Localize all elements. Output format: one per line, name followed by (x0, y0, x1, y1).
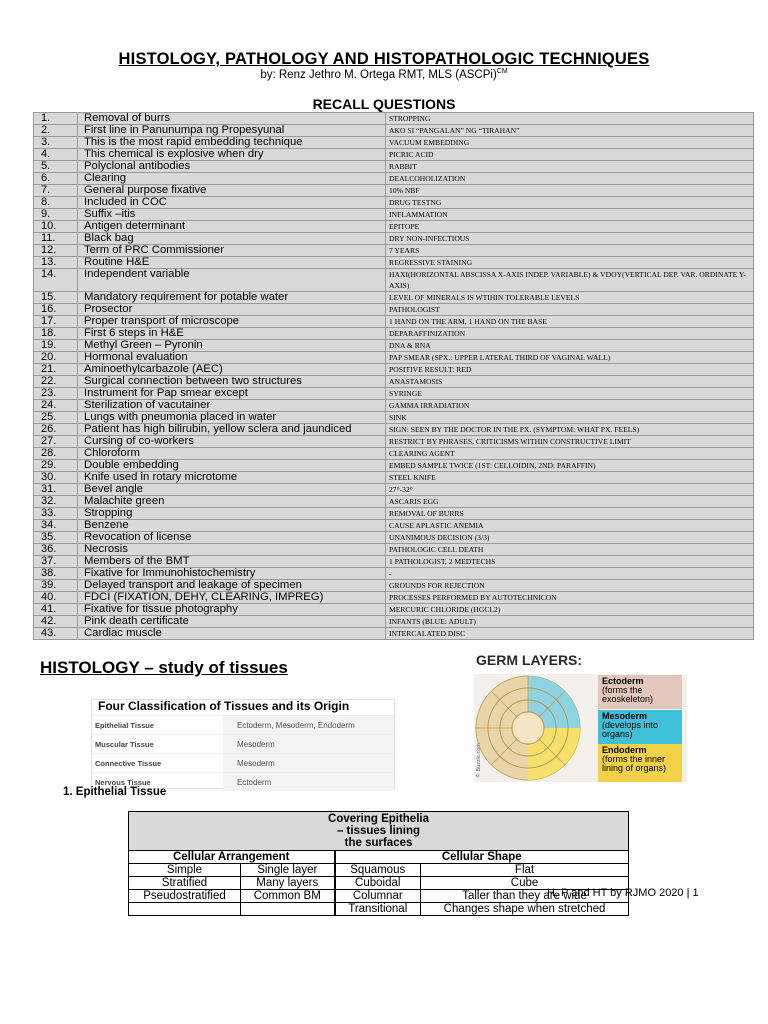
question-text: Benzene (78, 520, 386, 532)
table-row (34, 149, 754, 161)
answer-text: INFLAMMATION (386, 209, 754, 221)
question-number: 28. (34, 448, 78, 460)
question-text: Bevel angle (78, 484, 386, 496)
section-heading-recall: RECALL QUESTIONS (312, 96, 456, 112)
answer-text: INFANTS (BLUE: ADULT) (386, 616, 754, 628)
table-row (34, 544, 754, 556)
classification-row (92, 734, 394, 753)
answer-text: INTERCALATED DISC (386, 628, 754, 640)
question-number: 39. (34, 580, 78, 592)
tissue-name: Muscular Tissue (95, 739, 154, 749)
question-text: Fixative for tissue photography (78, 604, 386, 616)
epithelia-cell: Cube (421, 877, 629, 890)
table-row (34, 412, 754, 424)
question-number: 33. (34, 508, 78, 520)
answer-text: PAP SMEAR (SPX.: UPPER LATERAL THIRD OF VAGINAL WALL) (386, 352, 754, 364)
answer-text: DEPARAFFINIZATION (386, 328, 754, 340)
epithelia-cell: Pseudostratified (129, 890, 241, 903)
tissue-name: Epithelial Tissue (95, 720, 155, 730)
table-row (34, 388, 754, 400)
epithelia-cell: Transitional (335, 903, 421, 916)
question-text: Pink death certificate (78, 616, 386, 628)
question-text: Revocation of license (78, 532, 386, 544)
question-number: 1. (34, 113, 78, 125)
table-row (34, 137, 754, 149)
tissue-name: Nervous Tissue (95, 777, 151, 787)
table-row (34, 448, 754, 460)
question-number: 38. (34, 568, 78, 580)
question-text: Routine H&E (78, 257, 386, 269)
epithelia-cell: Common BM (241, 890, 335, 903)
covering-epithelia-title: Covering Epithelia – tissues lining the surfaces (129, 812, 629, 851)
answer-text: 1 PATHOLOGIST, 2 MEDTECHS (386, 556, 754, 568)
question-text: Included in COC (78, 197, 386, 209)
covering-epithelia-table (128, 811, 629, 916)
table-row (34, 580, 754, 592)
answer-text: SINK (386, 412, 754, 424)
table-row (34, 113, 754, 125)
answer-text: CLEARING AGENT (386, 448, 754, 460)
question-number: 7. (34, 185, 78, 197)
tissue-classification-box (91, 699, 395, 789)
table-row (34, 209, 754, 221)
answer-text: PATHOLOGIC CELL DEATH (386, 544, 754, 556)
answer-text: STROPPING (386, 113, 754, 125)
question-number: 21. (34, 364, 78, 376)
answer-text: GROUNDS FOR REJECTION (386, 580, 754, 592)
classification-row (92, 753, 394, 772)
question-number: 4. (34, 149, 78, 161)
answer-text: RABBIT (386, 161, 754, 173)
table-row (34, 221, 754, 233)
table-row (34, 376, 754, 388)
answer-text: AKO SI “PANGALAN” NG “TIRAHAN” (386, 125, 754, 137)
table-row (34, 364, 754, 376)
question-text: Lungs with pneumonia placed in water (78, 412, 386, 424)
answer-text: EMBED SAMPLE TWICE (1ST: CELLOIDIN, 2ND: PARAFFIN) (386, 460, 754, 472)
shape-header: Cellular Shape (335, 851, 629, 864)
germ-layers-figure (474, 674, 687, 782)
table-row (34, 352, 754, 364)
answer-text: 27°-32° (386, 484, 754, 496)
question-text: Aminoethylcarbazole (AEC) (78, 364, 386, 376)
answer-text: CAUSE APLASTIC ANEMIA (386, 520, 754, 532)
question-number: 29. (34, 460, 78, 472)
question-text: This is the most rapid embedding technique (78, 137, 386, 149)
question-number: 35. (34, 532, 78, 544)
question-number: 5. (34, 161, 78, 173)
question-text: Patient has high bilirubin, yellow sclera and jaundiced (78, 424, 386, 436)
question-number: 9. (34, 209, 78, 221)
question-text: Sterilization of vacutainer (78, 400, 386, 412)
classification-row (92, 715, 394, 734)
table-row (34, 460, 754, 472)
table-row (34, 233, 754, 245)
question-number: 43. (34, 628, 78, 640)
question-text: First line in Panunumpa ng Propesyunal (78, 125, 386, 137)
question-number: 30. (34, 472, 78, 484)
table-row (129, 864, 629, 877)
endoderm-label: Endoderm (forms the inner lining of organs) (598, 744, 682, 782)
question-number: 25. (34, 412, 78, 424)
question-text: Delayed transport and leakage of specimen (78, 580, 386, 592)
answer-text: - (386, 568, 754, 580)
table-row (34, 628, 754, 640)
question-text: Methyl Green – Pyronin (78, 340, 386, 352)
answer-text: DRUG TESTNG (386, 197, 754, 209)
table-row (34, 556, 754, 568)
table-row (34, 616, 754, 628)
question-text: Instrument for Pap smear except (78, 388, 386, 400)
question-text: Proper transport of microscope (78, 316, 386, 328)
table-row (34, 173, 754, 185)
tissue-origin: Mesoderm (223, 735, 394, 753)
question-text: Knife used in rotary microtome (78, 472, 386, 484)
question-number: 40. (34, 592, 78, 604)
epithelia-cell (129, 903, 241, 916)
table-row (34, 496, 754, 508)
epithelia-cell: Columnar (335, 890, 421, 903)
question-text: Malachite green (78, 496, 386, 508)
table-row (34, 161, 754, 173)
question-text: Mandatory requirement for potable water (78, 292, 386, 304)
question-text: Independent variable (78, 269, 386, 292)
epithelia-cell (241, 903, 335, 916)
question-number: 41. (34, 604, 78, 616)
answer-text: UNANIMOUS DECISION (3/3) (386, 532, 754, 544)
epithelia-cell: Single layer (241, 864, 335, 877)
question-text: FDCI (FIXATION, DEHY, CLEARING, IMPREG) (78, 592, 386, 604)
answer-text: HAXI(HORIZONTAL ABSCISSA X-AXIS INDEP. VARIABLE) & VDOY(VERTICAL DEP. VAR. ORDINATE Y-AXIS) (386, 269, 754, 292)
question-text: Stropping (78, 508, 386, 520)
table-row (34, 436, 754, 448)
epithelia-cell: Changes shape when stretched (421, 903, 629, 916)
table-row (34, 304, 754, 316)
question-number: 8. (34, 197, 78, 209)
question-text: Term of PRC Commissioner (78, 245, 386, 257)
question-number: 24. (34, 400, 78, 412)
question-text: General purpose fixative (78, 185, 386, 197)
question-text: First 6 steps in H&E (78, 328, 386, 340)
answer-text: STEEL KNIFE (386, 472, 754, 484)
histology-heading: HISTOLOGY – study of tissues (40, 658, 288, 677)
recall-questions-table (33, 112, 754, 640)
question-number: 17. (34, 316, 78, 328)
question-number: 13. (34, 257, 78, 269)
answer-text: REMOVAL OF BURRS (386, 508, 754, 520)
question-number: 16. (34, 304, 78, 316)
question-text: Surgical connection between two structures (78, 376, 386, 388)
page-footer: H, P and HT by RJMO 2020 | 1 (547, 887, 699, 899)
answer-text: EPITOPE (386, 221, 754, 233)
ectoderm-label: Ectoderm (forms the exoskeleton) (598, 675, 682, 709)
epithelia-cell: Taller than they are wide (421, 890, 629, 903)
tissue-origin: Mesoderm (223, 754, 394, 772)
question-text: Antigen determinant (78, 221, 386, 233)
question-text: Cursing of co-workers (78, 436, 386, 448)
answer-text: ASCARIS EGG (386, 496, 754, 508)
question-text: Chloroform (78, 448, 386, 460)
tissue-origin: Ectoderm, Mesoderm, Endoderm (223, 716, 394, 734)
table-row (34, 604, 754, 616)
question-text: Prosector (78, 304, 386, 316)
question-text: Members of the BMT (78, 556, 386, 568)
author-byline: by: Renz Jethro M. Ortega RMT, MLS (ASCPi)$^{CM}$ (260, 68, 508, 81)
question-number: 31. (34, 484, 78, 496)
table-row (129, 903, 629, 916)
question-number: 42. (34, 616, 78, 628)
question-text: Double embedding (78, 460, 386, 472)
table-row (34, 568, 754, 580)
answer-text: DRY NON-INFECTIOUS (386, 233, 754, 245)
question-number: 26. (34, 424, 78, 436)
question-text: Cardiac muscle (78, 628, 386, 640)
answer-text: GAMMA IRRADIATION (386, 400, 754, 412)
table-row (34, 400, 754, 412)
answer-text: PROCESSES PERFORMED BY AUTOTECHNICON (386, 592, 754, 604)
question-number: 19. (34, 340, 78, 352)
question-number: 20. (34, 352, 78, 364)
table-row (34, 484, 754, 496)
table-row (34, 292, 754, 304)
question-text: Suffix –itis (78, 209, 386, 221)
question-number: 32. (34, 496, 78, 508)
question-number: 23. (34, 388, 78, 400)
question-number: 10. (34, 221, 78, 233)
answer-text: ANASTAMOSIS (386, 376, 754, 388)
classification-title: Four Classification of Tissues and its Origin (98, 699, 350, 713)
table-row (34, 257, 754, 269)
answer-text: 7 YEARS (386, 245, 754, 257)
question-text: This chemical is explosive when dry (78, 149, 386, 161)
question-number: 6. (34, 173, 78, 185)
table-row (34, 125, 754, 137)
table-row (34, 508, 754, 520)
question-number: 12. (34, 245, 78, 257)
question-number: 27. (34, 436, 78, 448)
answer-text: 10% NBF (386, 185, 754, 197)
epithelia-cell: Simple (129, 864, 241, 877)
epithelia-cell: Cuboidal (335, 877, 421, 890)
table-row (34, 592, 754, 604)
epithelial-heading: 1. Epithelial Tissue (63, 786, 167, 798)
table-row (34, 472, 754, 484)
table-row (34, 316, 754, 328)
question-number: 18. (34, 328, 78, 340)
image-credit: © Buzzle.com (476, 742, 482, 778)
epithelia-cell: Many layers (241, 877, 335, 890)
question-text: Black bag (78, 233, 386, 245)
question-number: 37. (34, 556, 78, 568)
question-number: 22. (34, 376, 78, 388)
answer-text: MERCURIC CHLORIDE (HGCL2) (386, 604, 754, 616)
question-number: 11. (34, 233, 78, 245)
answer-text: VACUUM EMBEDDING (386, 137, 754, 149)
answer-text: LEVEL OF MINERALS IS WTIHIN TOLERABLE LEVELS (386, 292, 754, 304)
question-text: Hormonal evaluation (78, 352, 386, 364)
germ-layers-title: GERM LAYERS: (476, 652, 583, 668)
tissue-origin: Ectoderm (223, 773, 394, 791)
question-text: Polyclonal antibodies (78, 161, 386, 173)
page-title: HISTOLOGY, PATHOLOGY AND HISTOPATHOLOGIC TECHNIQUES (118, 50, 650, 68)
mesoderm-label: Mesoderm (develops into organs) (598, 710, 682, 744)
epithelia-cell: Squamous (335, 864, 421, 877)
answer-text: DEALCOHOLIZATION (386, 173, 754, 185)
answer-text: SYRINGE (386, 388, 754, 400)
question-number: 3. (34, 137, 78, 149)
table-row (34, 269, 754, 292)
question-number: 15. (34, 292, 78, 304)
answer-text: PATHOLOGIST (386, 304, 754, 316)
epithelia-cell: Flat (421, 864, 629, 877)
table-row (34, 340, 754, 352)
answer-text: DNA & RNA (386, 340, 754, 352)
answer-text: REGRESSIVE STAINING (386, 257, 754, 269)
answer-text: SIGN: SEEN BY THE DOCTOR IN THE PX. (SYMPTOM: WHAT PX. FEELS) (386, 424, 754, 436)
table-row (34, 532, 754, 544)
table-row (34, 245, 754, 257)
answer-text: RESTRICT BY PHRASES, CRITICISMS WITHIN CONSTRUCTIVE LIMIT (386, 436, 754, 448)
arrangement-header: Cellular Arrangement (129, 851, 335, 864)
table-row (34, 328, 754, 340)
table-row (34, 424, 754, 436)
question-text: Removal of burrs (78, 113, 386, 125)
question-text: Necrosis (78, 544, 386, 556)
answer-text: 1 HAND ON THE ARM, 1 HAND ON THE BASE (386, 316, 754, 328)
table-row (34, 185, 754, 197)
question-number: 2. (34, 125, 78, 137)
question-number: 36. (34, 544, 78, 556)
answer-text: POSITIVE RESULT: RED (386, 364, 754, 376)
table-row (34, 197, 754, 209)
table-row (34, 520, 754, 532)
answer-text: PICRIC ACID (386, 149, 754, 161)
byline-superscript: CM (496, 68, 508, 75)
epithelia-cell: Stratified (129, 877, 241, 890)
question-text: Fixative for Immunohistochemistry (78, 568, 386, 580)
question-text: Clearing (78, 173, 386, 185)
question-number: 34. (34, 520, 78, 532)
tissue-name: Connective Tissue (95, 758, 162, 768)
question-number: 14. (34, 269, 78, 292)
